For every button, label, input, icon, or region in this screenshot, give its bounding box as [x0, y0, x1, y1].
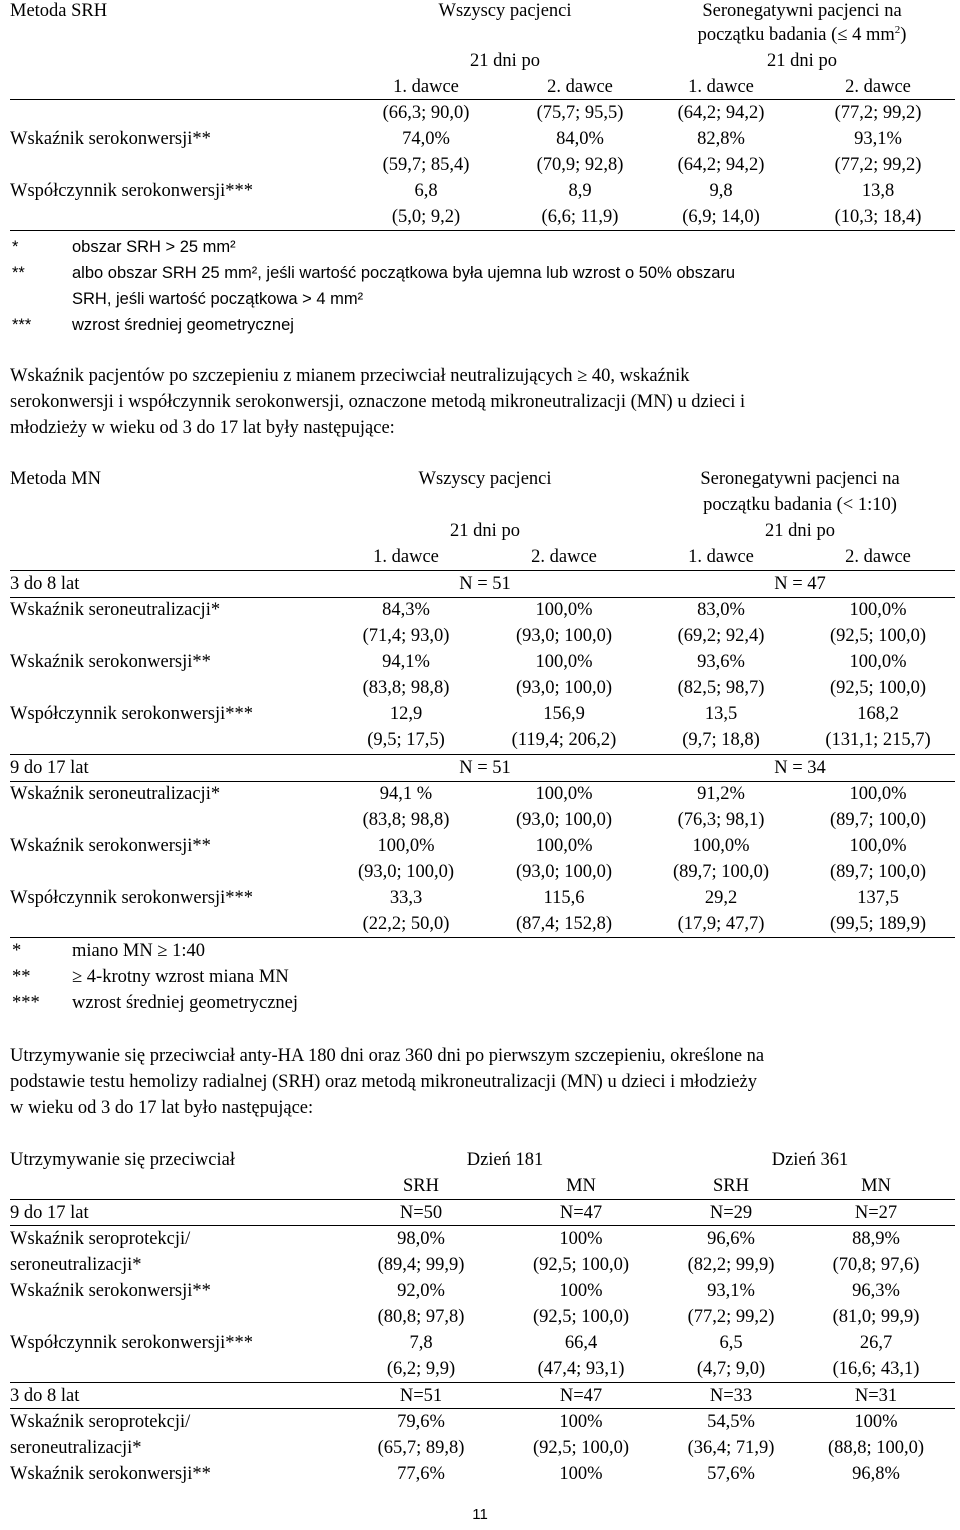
paragraph-line: młodzieży w wieku od 3 do 17 lat były następujące:: [10, 418, 395, 438]
table2-dose2-sero: 2. dawce: [845, 547, 911, 567]
paragraph-line: Utrzymywanie się przeciwciał anty-HA 180 dni oraz 360 dni po pierwszym szczepieniu, określone na: [10, 1046, 765, 1066]
table-cell: (36,4; 71,9): [687, 1438, 775, 1458]
table-row-label: Wskaźnik serokonwersji**: [10, 129, 211, 149]
table-cell: (70,9; 92,8): [536, 155, 624, 175]
footnote-text: miano MN ≥ 1:40: [72, 941, 205, 961]
table-cell: 66,4: [564, 1333, 598, 1353]
table-cell: (92,5; 100,0): [532, 1307, 630, 1327]
table-cell: (89,4; 99,9): [377, 1255, 465, 1275]
table-row-label: Wskaźnik seroneutralizacji*: [10, 600, 221, 620]
table2-header-rule: [10, 570, 955, 571]
table3-group-rule: [10, 1225, 955, 1226]
table1-dose2-all: 2. dawce: [547, 77, 613, 97]
table-cell: 100%: [559, 1229, 603, 1249]
table-row-label: seroneutralizacji*: [10, 1438, 142, 1458]
table1-bottom-rule: [10, 230, 955, 231]
table-cell: (83,8; 98,8): [362, 810, 450, 830]
table-cell: 33,3: [389, 888, 423, 908]
table-cell: 94,1 %: [379, 784, 433, 804]
table-cell: 82,8%: [697, 129, 745, 149]
table-cell: (9,5; 17,5): [367, 730, 445, 750]
table3-group-n: N=47: [559, 1386, 603, 1406]
table3-col-srh-181: SRH: [403, 1176, 439, 1196]
table-cell: 137,5: [857, 888, 899, 908]
table-cell: (89,7; 100,0): [672, 862, 770, 882]
table-cell: 57,6%: [707, 1464, 755, 1484]
table-cell: 93,1%: [707, 1281, 755, 1301]
table-cell: 12,9: [389, 704, 423, 724]
table-row-label: Wskaźnik serokonwersji**: [10, 1281, 211, 1301]
table-cell: 26,7: [859, 1333, 893, 1353]
table-row-label: Wskaźnik serokonwersji**: [10, 1464, 211, 1484]
table2-seronegative-header-2: początku badania (< 1:10): [703, 495, 897, 515]
table-cell: (64,2; 94,2): [677, 103, 765, 123]
footnote-mark: *: [12, 941, 22, 961]
table-cell: (99,5; 189,9): [829, 914, 927, 934]
table2-dose1-all: 1. dawce: [373, 547, 439, 567]
table-row-label: seroneutralizacji*: [10, 1255, 142, 1275]
table-cell: 8,9: [568, 181, 592, 201]
table-row-label: Wskaźnik seroprotekcji/: [10, 1229, 191, 1249]
table-cell: 83,0%: [697, 600, 745, 620]
table-cell: 13,5: [704, 704, 738, 724]
table-cell: (89,7; 100,0): [829, 862, 927, 882]
table2-group-rule: [10, 781, 955, 782]
table-cell: (22,2; 50,0): [362, 914, 450, 934]
table-cell: (70,8; 97,6): [832, 1255, 920, 1275]
footnote-mark: **: [12, 967, 31, 987]
table-cell: (93,0; 100,0): [515, 862, 613, 882]
table-cell: 100,0%: [535, 600, 593, 620]
table-row-label: Współczynnik serokonwersji***: [10, 181, 254, 201]
table2-group-n-sero: N = 47: [774, 574, 826, 594]
table-cell: 84,3%: [382, 600, 430, 620]
table-cell: 91,2%: [697, 784, 745, 804]
table-cell: 54,5%: [707, 1412, 755, 1432]
table-cell: 100,0%: [535, 836, 593, 856]
table-cell: (65,7; 89,8): [377, 1438, 465, 1458]
table3-group-n: N=27: [854, 1203, 898, 1223]
table-cell: (76,3; 98,1): [677, 810, 765, 830]
table-cell: 84,0%: [556, 129, 604, 149]
table-cell: (93,0; 100,0): [515, 810, 613, 830]
table1-days-all: 21 dni po: [470, 51, 540, 71]
table3-group-n: N=50: [399, 1203, 443, 1223]
table2-all-patients-header: Wszyscy pacjenci: [418, 469, 552, 489]
table-row-label: Współczynnik serokonwersji***: [10, 1333, 254, 1353]
table-cell: (92,5; 100,0): [532, 1438, 630, 1458]
paragraph-line: Wskaźnik pacjentów po szczepieniu z mianem przeciwciał neutralizujących ≥ 40, wskaźnik: [10, 366, 690, 386]
table-cell: (4,7; 9,0): [696, 1359, 766, 1379]
table-cell: 100,0%: [535, 784, 593, 804]
table-cell: 96,6%: [707, 1229, 755, 1249]
table-row-label: Wskaźnik seroneutralizacji*: [10, 784, 221, 804]
table-cell: 88,9%: [852, 1229, 900, 1249]
paragraph-line: w wieku od 3 do 17 lat było następujące:: [10, 1098, 314, 1118]
table1-header-rule: [10, 99, 955, 100]
table-cell: 100,0%: [535, 652, 593, 672]
table-cell: (6,2; 9,9): [386, 1359, 456, 1379]
table3-group-n: N=47: [559, 1203, 603, 1223]
table-cell: (66,3; 90,0): [382, 103, 470, 123]
table-cell: (92,5; 100,0): [532, 1255, 630, 1275]
table2-seronegative-header: Seronegatywni pacjenci na: [700, 469, 900, 489]
table-cell: 115,6: [543, 888, 585, 908]
table-cell: 100%: [854, 1412, 898, 1432]
table3-group-rule: [10, 1408, 955, 1409]
table-cell: (93,0; 100,0): [357, 862, 455, 882]
table3-group-rule: [10, 1382, 955, 1383]
table2-group-label: 3 do 8 lat: [10, 574, 80, 594]
table-cell: 100,0%: [849, 652, 907, 672]
table-cell: 98,0%: [397, 1229, 445, 1249]
table-cell: (131,1; 215,7): [825, 730, 931, 750]
table-cell: (6,9; 14,0): [682, 207, 760, 227]
table-cell: 92,0%: [397, 1281, 445, 1301]
table-row-label: Współczynnik serokonwersji***: [10, 888, 254, 908]
table-cell: (88,8; 100,0): [827, 1438, 925, 1458]
table1-method-header: Metoda SRH: [10, 1, 108, 21]
table-cell: 6,5: [719, 1333, 743, 1353]
footnote-text: SRH, jeśli wartość początkowa > 4 mm²: [72, 290, 364, 308]
table1-seronegative-header-2: początku badania (≤ 4 $mm^2$): [697, 23, 907, 45]
footnote-text: wzrost średniej geometrycznej: [72, 316, 294, 334]
table-cell: 168,2: [857, 704, 899, 724]
table3-col-mn-181: MN: [566, 1176, 596, 1196]
table-cell: 100,0%: [849, 600, 907, 620]
footnote-text: obszar SRH > 25 mm²: [72, 238, 236, 256]
table-cell: (69,2; 92,4): [677, 626, 765, 646]
table-cell: (6,6; 11,9): [541, 207, 619, 227]
table1-dose1-sero: 1. dawce: [688, 77, 754, 97]
table-cell: 74,0%: [402, 129, 450, 149]
table3-header-rule: [10, 1199, 955, 1200]
table2-group-n-all: N = 51: [459, 758, 511, 778]
table-cell: 100,0%: [692, 836, 750, 856]
table-row-label: Wskaźnik serokonwersji**: [10, 652, 211, 672]
table3-day361-header: Dzień 361: [771, 1150, 849, 1170]
table-cell: (75,7; 95,5): [536, 103, 624, 123]
table-cell: (16,6; 43,1): [832, 1359, 920, 1379]
footnote-text: ≥ 4-krotny wzrost miana MN: [72, 967, 289, 987]
table-cell: (80,8; 97,8): [377, 1307, 465, 1327]
table-cell: (77,2; 99,2): [834, 103, 922, 123]
table-cell: 100%: [559, 1412, 603, 1432]
table2-dose2-all: 2. dawce: [531, 547, 597, 567]
table-cell: (83,8; 98,8): [362, 678, 450, 698]
table2-dose1-sero: 1. dawce: [688, 547, 754, 567]
table1-days-sero: 21 dni po: [767, 51, 837, 71]
table2-days-sero: 21 dni po: [765, 521, 835, 541]
table-cell: (93,0; 100,0): [515, 626, 613, 646]
table-cell: 100,0%: [849, 784, 907, 804]
table-cell: (119,4; 206,2): [511, 730, 617, 750]
table-cell: (9,7; 18,8): [682, 730, 760, 750]
table3-day181-header: Dzień 181: [466, 1150, 544, 1170]
table2-method-header: Metoda MN: [10, 469, 101, 489]
table-cell: 29,2: [704, 888, 738, 908]
table-row-label: Współczynnik serokonwersji***: [10, 704, 254, 724]
table-cell: (82,5; 98,7): [677, 678, 765, 698]
table-cell: (71,4; 93,0): [362, 626, 450, 646]
table-cell: (5,0; 9,2): [391, 207, 461, 227]
table-cell: (81,0; 99,9): [832, 1307, 920, 1327]
table-cell: 79,6%: [397, 1412, 445, 1432]
table-cell: (82,2; 99,9): [687, 1255, 775, 1275]
table-cell: 9,8: [709, 181, 733, 201]
table3-group-label: 9 do 17 lat: [10, 1203, 89, 1223]
footnote-text: albo obszar SRH 25 mm², jeśli wartość początkowa była ujemna lub wzrost o 50% obszaru: [72, 264, 736, 282]
table3-col-mn-361: MN: [861, 1176, 891, 1196]
table-cell: 6,8: [414, 181, 438, 201]
table-cell: (92,5; 100,0): [829, 626, 927, 646]
table1-dose1-all: 1. dawce: [393, 77, 459, 97]
table-cell: 94,1%: [382, 652, 430, 672]
table2-group-label: 9 do 17 lat: [10, 758, 89, 778]
footnote-mark: ***: [12, 316, 32, 334]
table2-group-n-sero: N = 34: [774, 758, 826, 778]
table3-title-header: Utrzymywanie się przeciwciał: [10, 1150, 235, 1170]
footnote-mark: *: [12, 238, 19, 256]
table3-group-n: N=33: [709, 1386, 753, 1406]
table-cell: 96,3%: [852, 1281, 900, 1301]
table-cell: 156,9: [543, 704, 585, 724]
table-cell: (77,2; 99,2): [687, 1307, 775, 1327]
table-cell: (87,4; 152,8): [515, 914, 613, 934]
table3-group-n: N=29: [709, 1203, 753, 1223]
table2-group-n-all: N = 51: [459, 574, 511, 594]
table-cell: (93,0; 100,0): [515, 678, 613, 698]
table2-bottom-rule: [10, 937, 955, 938]
table-cell: 7,8: [409, 1333, 433, 1353]
paragraph-persistence-intro: [10, 1043, 945, 1121]
table-cell: 100,0%: [377, 836, 435, 856]
paragraph-line: serokonwersji i współczynnik serokonwersji, oznaczone metodą mikroneutralizacji (MN) u dzieci i: [10, 392, 746, 412]
table3-group-label: 3 do 8 lat: [10, 1386, 80, 1406]
table-cell: (59,7; 85,4): [382, 155, 470, 175]
table-cell: (77,2; 99,2): [834, 155, 922, 175]
table-row-label: Wskaźnik serokonwersji**: [10, 836, 211, 856]
table1-seronegative-header: Seronegatywni pacjenci na: [702, 1, 902, 21]
table-cell: 93,1%: [854, 129, 902, 149]
footnote-mark: ***: [12, 993, 40, 1013]
table-cell: (89,7; 100,0): [829, 810, 927, 830]
table-cell: (47,4; 93,1): [537, 1359, 625, 1379]
table2-group-rule: [10, 754, 955, 755]
footnote-mark: **: [12, 264, 25, 282]
table-cell: (17,9; 47,7): [677, 914, 765, 934]
table-cell: 96,8%: [852, 1464, 900, 1484]
table3-col-srh-361: SRH: [713, 1176, 749, 1196]
table-cell: 77,6%: [397, 1464, 445, 1484]
table3-group-n: N=51: [399, 1386, 443, 1406]
table-cell: 13,8: [861, 181, 895, 201]
table-cell: 100%: [559, 1464, 603, 1484]
paragraph-mn-intro: [10, 363, 945, 441]
table-cell: (64,2; 94,2): [677, 155, 765, 175]
table2-days-all: 21 dni po: [450, 521, 520, 541]
footnote-text: wzrost średniej geometrycznej: [72, 993, 299, 1013]
table1-dose2-sero: 2. dawce: [845, 77, 911, 97]
paragraph-line: podstawie testu hemolizy radialnej (SRH) oraz metodą mikroneutralizacji (MN) u dzieci i młodzieży: [10, 1072, 757, 1092]
table-row-label: Wskaźnik seroprotekcji/: [10, 1412, 191, 1432]
table-cell: (10,3; 18,4): [834, 207, 922, 227]
table-cell: 100,0%: [849, 836, 907, 856]
table-cell: 100%: [559, 1281, 603, 1301]
table-cell: 93,6%: [697, 652, 745, 672]
table2-group-rule: [10, 597, 955, 598]
page-number: 11: [472, 1506, 488, 1523]
table1-all-patients-header: Wszyscy pacjenci: [438, 1, 572, 21]
table3-group-n: N=31: [854, 1386, 898, 1406]
table-cell: (92,5; 100,0): [829, 678, 927, 698]
